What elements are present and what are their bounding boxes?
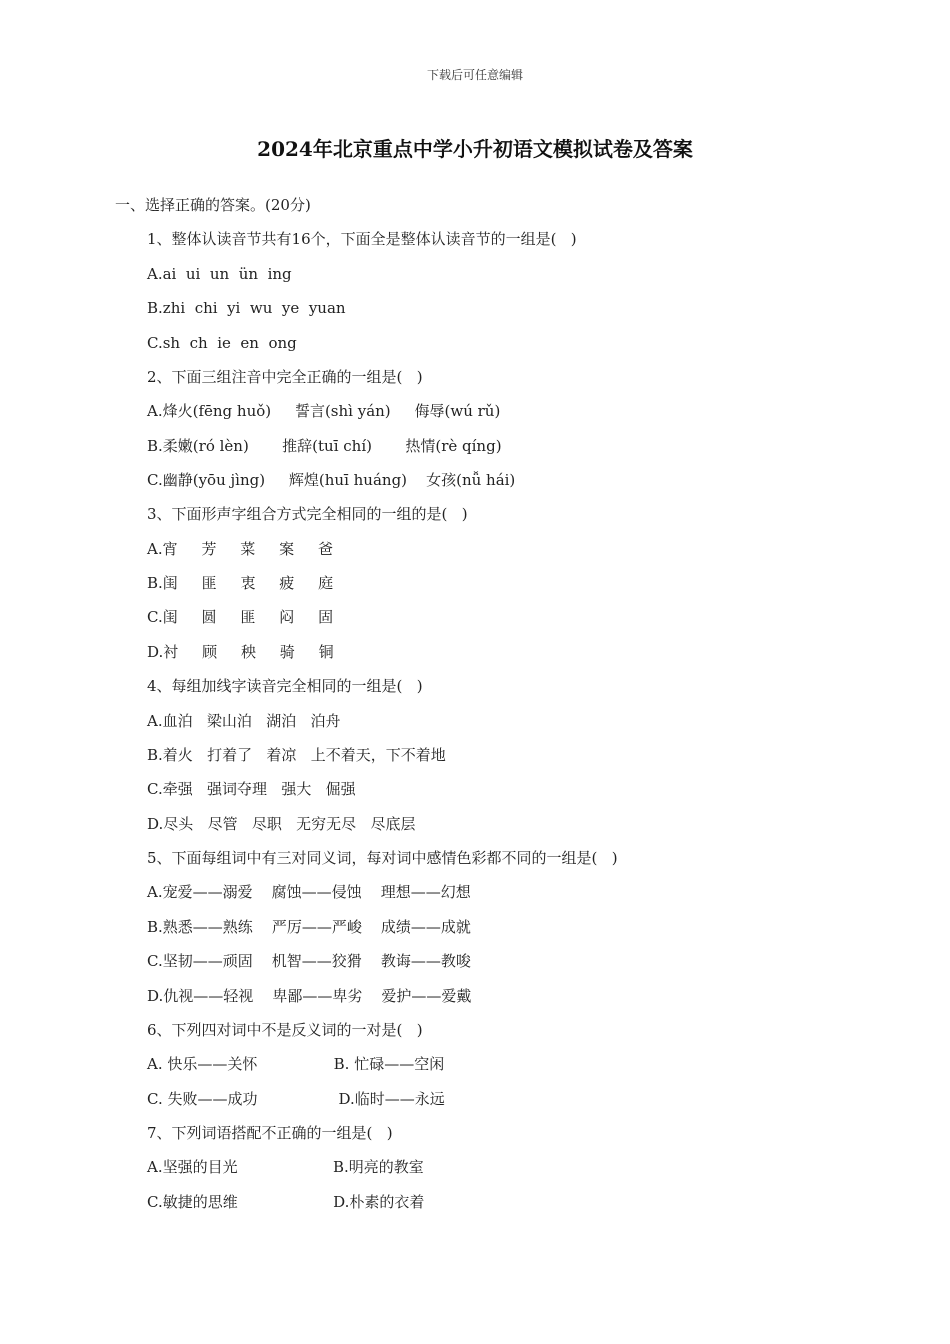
answer-option: A.烽火(fēng huǒ) 誓言(shì yán) 侮辱(wú rǔ) [147,402,501,420]
answer-option: B.柔嫩(ró lèn) 推辞(tuī chí) 热情(rè qíng) [147,437,502,455]
answer-option: A.宠爱——溺爱 腐蚀——侵蚀 理想——幻想 [147,883,471,901]
question-text: 6、下列四对词中不是反义词的一对是( ) [147,1021,423,1039]
answer-option: C.闺 圆 匪 闷 固 [147,608,334,626]
section-heading: 一、选择正确的答案。(20分) [115,196,311,214]
answer-option: C.敏捷的思维 D.朴素的衣着 [147,1193,425,1211]
answer-option: A.血泊 梁山泊 湖泊 泊舟 [147,712,341,730]
answer-option: A.坚强的目光 B.明亮的教室 [147,1158,424,1176]
document-title: 2024年北京重点中学小升初语文模拟试卷及答案 [257,137,693,161]
question-text: 2、下面三组注音中完全正确的一组是( ) [147,368,423,386]
answer-option: B.闺 匪 衷 疲 庭 [147,574,334,592]
answer-option: D.尽头 尽管 尽职 无穷无尽 尽底层 [147,815,416,833]
answer-option: C.坚韧——顽固 机智——狡猾 教诲——教唆 [147,952,471,970]
question-text: 3、下面形声字组合方式完全相同的一组的是( ) [147,505,468,523]
answer-option: B.熟悉——熟练 严厉——严峻 成绩——成就 [147,918,471,936]
answer-option: D.衬 顾 秧 骑 铜 [147,643,334,661]
answer-option: A.ai ui un ün ing [147,265,292,283]
answer-option: C.幽静(yōu jìng) 辉煌(huī huáng) 女孩(nǚ hái) [147,471,516,489]
page-header-note: 下载后可任意编辑 [426,68,523,82]
answer-option: C. 失败——成功 D.临时——永远 [147,1090,445,1108]
question-text: 5、下面每组词中有三对同义词，每对词中感情色彩都不同的一组是( ) [147,849,618,867]
answer-option: A.宵 芳 菜 案 爸 [147,540,333,558]
answer-option: D.仇视——轻视 卑鄙——卑劣 爱护——爱戴 [147,987,472,1005]
question-text: 1、整体认读音节共有16个，下面全是整体认读音节的一组是( ) [147,230,577,248]
answer-option: B.zhi chi yi wu ye yuan [147,299,346,317]
answer-option: C.牵强 强词夺理 强大 倔强 [147,780,356,798]
answer-option: A. 快乐——关怀 B. 忙碌——空闲 [147,1055,445,1073]
question-text: 7、下列词语搭配不正确的一组是( ) [147,1124,393,1142]
question-text: 4、每组加线字读音完全相同的一组是( ) [147,677,423,695]
answer-option: C.sh ch ie en ong [147,334,297,352]
answer-option: B.着火 打着了 着凉 上不着天，下不着地 [147,746,446,764]
